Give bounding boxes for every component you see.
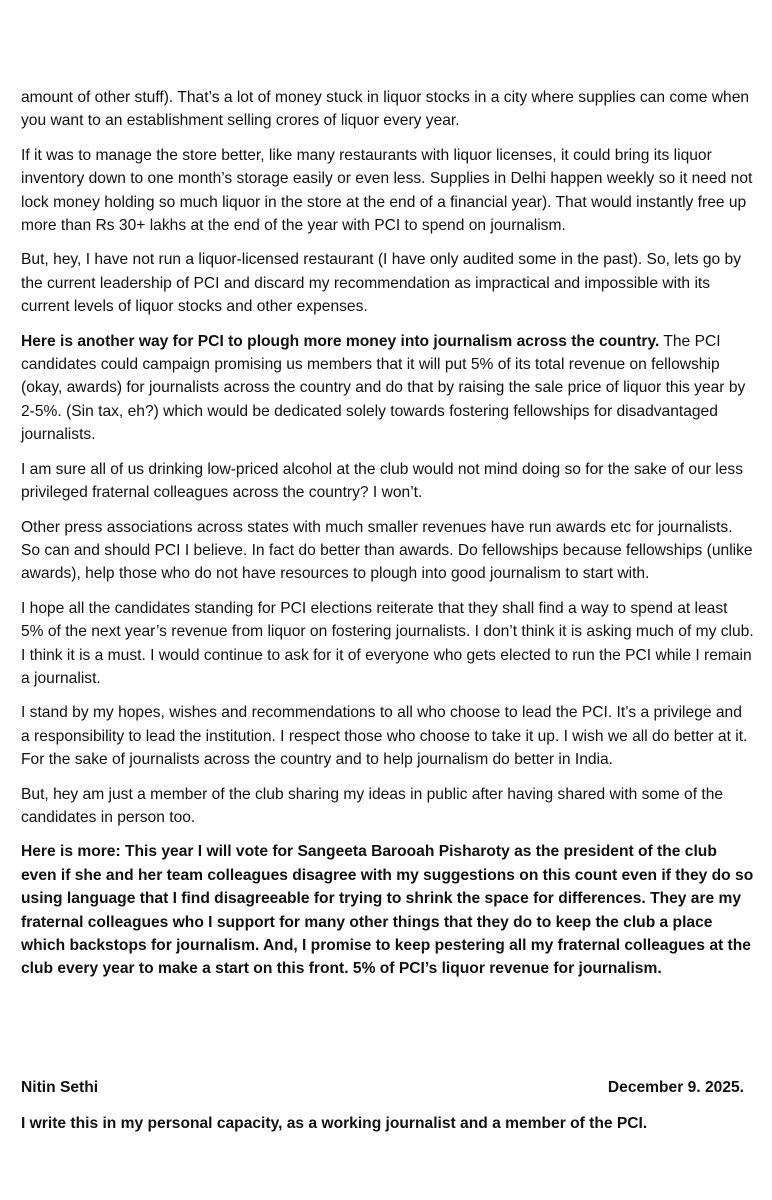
closing-paragraph: Here is more: This year I will vote for Sangeeta Barooah Pisharoty as the president of the club even if she and her team colleagues disagree with my suggestions on this count even if they do so using language that I find disagreeable for trying to shrink the space for differences. They are my fraternal colleagues who I support for many other things that they do to keep the club a place which backstops for journalism. And, I promise to keep pestering all my fraternal colleagues at the club every year to make a start on this front. 5% of PCI’s liquor revenue for journalism. — [21, 843, 754, 978]
paragraph-2 — [21, 144, 754, 238]
paragraph-9 — [21, 783, 754, 830]
paragraph-text: amount of other stuff). That’s a lot of money stuck in liquor stocks in a city where supplies can come when you want to an establishment selling crores of liquor every year. — [21, 89, 750, 130]
paragraph-4 — [21, 330, 754, 447]
paragraph-6 — [21, 516, 754, 586]
signature-row — [21, 1076, 744, 1099]
paragraph-text: I stand by my hopes, wishes and recommendations to all who choose to lead the PCI. It’s a privilege and a responsibility to lead the institution. I respect those who choose to take it up. I wish we all do better at it. For the sake of journalists across the country and to help journalism do better in India. — [21, 704, 748, 769]
paragraph-text: Other press associations across states with much smaller revenues have run awards etc for journalists. So can and should PCI I believe. In fact do better than awards. Do fellowships because fellowships (unlike awards), help those who do not have resources to plough into good journalism to start with. — [21, 518, 753, 583]
paragraph-8 — [21, 701, 754, 771]
paragraph-text: I hope all the candidates standing for PCI elections reiterate that they shall find a way to spend at least 5% of the next year’s revenue from liquor on fostering journalists. I don’t think it is asking much of my club. I think it is a must. I would continue to ask for it of everyone who gets elected to run the PCI while I remain a journalist. — [21, 599, 754, 687]
paragraph-3 — [21, 248, 754, 318]
paragraph-text: The PCI candidates could campaign promising us members that it will put 5% of its total revenue on fellowship (okay, awards) for journalists across the country and do that by raising the sale price of liquor this year by 2-5%. (Sin tax, eh?) which would be dedicated solely towards fostering fellowships for disadvantaged journalists. — [21, 332, 746, 444]
signature-date: December 9. 2025. — [607, 1079, 744, 1096]
paragraph-text: I am sure all of us drinking low-priced alcohol at the club would not mind doing so for the sake of our less privileged fraternal colleagues across the country? I won’t. — [21, 460, 744, 502]
paragraph-7 — [21, 597, 754, 691]
paragraph-text: But, hey am just a member of the club sharing my ideas in public after having shared with some of the candidates in person too. — [21, 785, 724, 826]
paragraph-text: If it was to manage the store better, like many restaurants with liquor licenses, it could bring its liquor inventory down to one month’s storage easily or even less. Supplies in Delhi happen weekly so it need not lock money holding so much liquor in the store at the end of a financial year). That would instantly free up more than Rs 30+ lakhs at the end of the year with PCI to spend on journalism. — [21, 146, 753, 235]
paragraph-text: But, hey, I have not run a liquor-licensed restaurant (I have only audited some in the past). So, lets go by the current leadership of PCI and discard my recommendation as impractical and impossible with its current levels of liquor stocks and other expenses. — [21, 251, 742, 316]
paragraph-lead-bold: Here is another way for PCI to plough more money into journalism across the country. — [21, 332, 660, 350]
paragraph-5 — [21, 458, 754, 505]
disclaimer: I write this in my personal capacity, as a working journalist and a member of the PCI. — [21, 1115, 648, 1132]
paragraph-1 — [21, 86, 754, 133]
author-name: Nitin Sethi — [21, 1079, 99, 1096]
